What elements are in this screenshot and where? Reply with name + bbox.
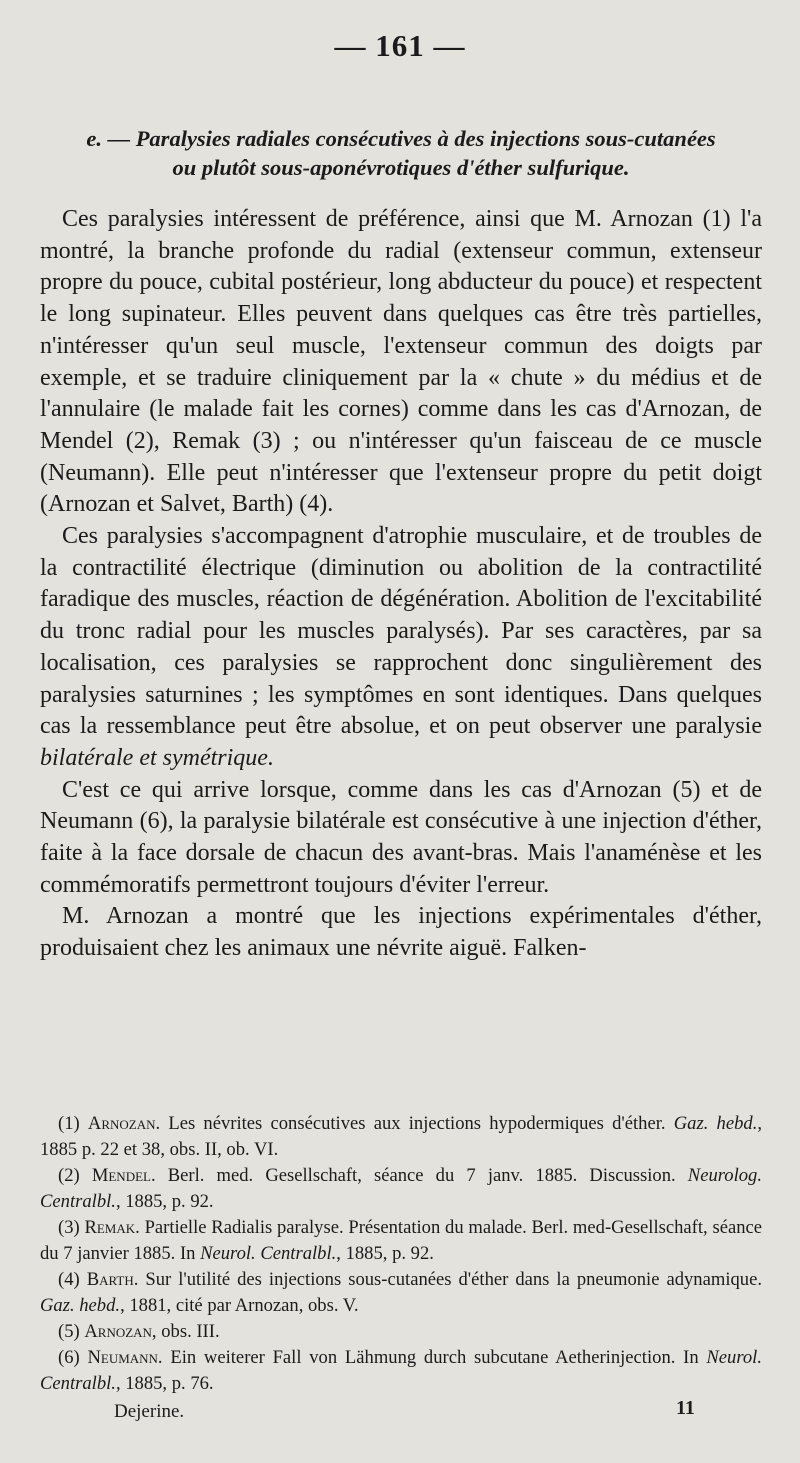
footnote-number: (1) <box>58 1113 80 1134</box>
footnote-1 <box>40 1111 762 1163</box>
footnote-journal: Neurol. Centralbl. <box>200 1243 337 1264</box>
footnote-author: Mendel. <box>91 1165 156 1186</box>
paragraph-2-text: Ces paralysies s'accompagnent d'atrophie musculaire, et de troubles de la contractilité électrique (diminution ou abolition de la contractilité faradique des muscles, réaction de dégénération. Abolition de l'excitabilité du tronc radial pour les muscles paralysés). Par ses caractères, par sa localisation, ces paralysies se rapprochent donc singulièrement des paralysies saturnines ; les symptômes en sont identiques. Dans quelques cas la ressemblance peut être absolue, et on peut observer une paralysie <box>40 523 762 740</box>
footer-author: Dejerine. <box>114 1401 185 1422</box>
page-number: — 161 — <box>334 28 466 63</box>
paragraph-1: Ces paralysies intéressent de préférence, ainsi que M. Arnozan (1) l'a montré, la branche profonde du radial (extenseur commun, extenseur propre du pouce, cubital postérieur, long abducteur du pouce) et respectent le long supinateur. Elles peuvent dans quelques cas être très partielles, n'intéresser qu'un seul muscle, l'extenseur commun des doigts par exemple, et se traduire cliniquement par la « chute » du médius et de l'annulaire (le malade fait les cornes) comme dans les cas d'Arnozan, de Mendel (2), Remak (3) ; ou n'intéresser qu'un faisceau de ce muscle (Neumann). Elle peut n'intéresser que l'extenseur propre du petit doigt (Arnozan et Salvet, Barth) (4). <box>40 206 762 518</box>
paragraph-2 <box>40 521 762 775</box>
footnote-journal: Neurol. Centralbl. <box>40 1347 762 1394</box>
footnote-ref: , 1881, cité par Arnozan, obs. V. <box>120 1295 359 1316</box>
footnote-author: Neumann. <box>87 1347 163 1368</box>
footnote-journal: Gaz. hebd. <box>40 1295 121 1316</box>
footnote-author: Barth. <box>86 1269 139 1290</box>
footnote-2 <box>40 1163 762 1215</box>
body-text <box>40 204 762 965</box>
footnote-text: Berl. med. Gesellschaft, séance du 7 janv. 1885. Discussion. <box>155 1165 688 1186</box>
footnote-number: (2) <box>58 1165 80 1186</box>
footnote-number: (6) <box>58 1347 80 1368</box>
footnote-journal: Neurolog. Centralbl. <box>40 1165 762 1212</box>
footnote-4 <box>40 1267 762 1319</box>
footnotes <box>40 1111 762 1397</box>
footnote-3 <box>40 1215 762 1267</box>
section-title <box>40 124 762 182</box>
footnote-ref: , 1885, p. 92. <box>336 1243 434 1264</box>
footnote-6 <box>40 1345 762 1397</box>
footnote-number: (3) <box>58 1217 80 1238</box>
footnote-text: Les névrites consécutives aux injections hypodermiques d'éther. <box>160 1113 674 1134</box>
paragraph-2-emphasis: bilatérale et symétrique. <box>40 744 274 771</box>
footnote-text: Ein weiterer Fall von Lähmung durch subcutane Aetherinjection. In <box>162 1347 707 1368</box>
paragraph-4: M. Arnozan a montré que les injections expérimentales d'éther, produisaient chez les animaux une névrite aiguë. Falken- <box>40 903 762 962</box>
footnote-text: obs. III. <box>156 1321 220 1342</box>
footnote-author: Arnozan. <box>87 1113 161 1134</box>
footnote-ref: , 1885, p. 92. <box>115 1191 214 1212</box>
footnote-author: Arnozan, <box>84 1321 157 1342</box>
footnote-number: (5) <box>58 1321 80 1342</box>
footnote-ref: , 1885 p. 22 et 38, obs. II, ob. VI. <box>40 1113 762 1160</box>
section-title-line-2: ou plutôt sous-aponévrotiques d'éther sulfurique. <box>172 155 630 180</box>
footnote-author: Remak. <box>84 1217 140 1238</box>
footer-signature: 11 <box>676 1397 695 1419</box>
footnote-text: Sur l'utilité des injections sous-cutanées d'éther dans la pneumonie adynamique. <box>138 1269 762 1290</box>
section-title-line-1: e. — Paralysies radiales consécutives à des injections sous-cutanées <box>86 126 716 151</box>
footnote-text: Partielle Radialis paralyse. Présentation du malade. Berl. med-Gesellschaft, séance du 7 janvier 1885. In <box>40 1217 762 1264</box>
footnote-5 <box>40 1319 762 1345</box>
footnote-journal: Gaz. hebd. <box>673 1113 758 1134</box>
footnote-ref: , 1885, p. 76. <box>115 1373 214 1394</box>
footnote-number: (4) <box>58 1269 80 1290</box>
paragraph-3: C'est ce qui arrive lorsque, comme dans les cas d'Arnozan (5) et de Neumann (6), la paralysie bilatérale est consécutive à une injection d'éther, faite à la face dorsale de chacun des avant-bras. Mais l'anaménèse et les commémoratifs permettront toujours d'éviter l'erreur. <box>40 776 762 898</box>
